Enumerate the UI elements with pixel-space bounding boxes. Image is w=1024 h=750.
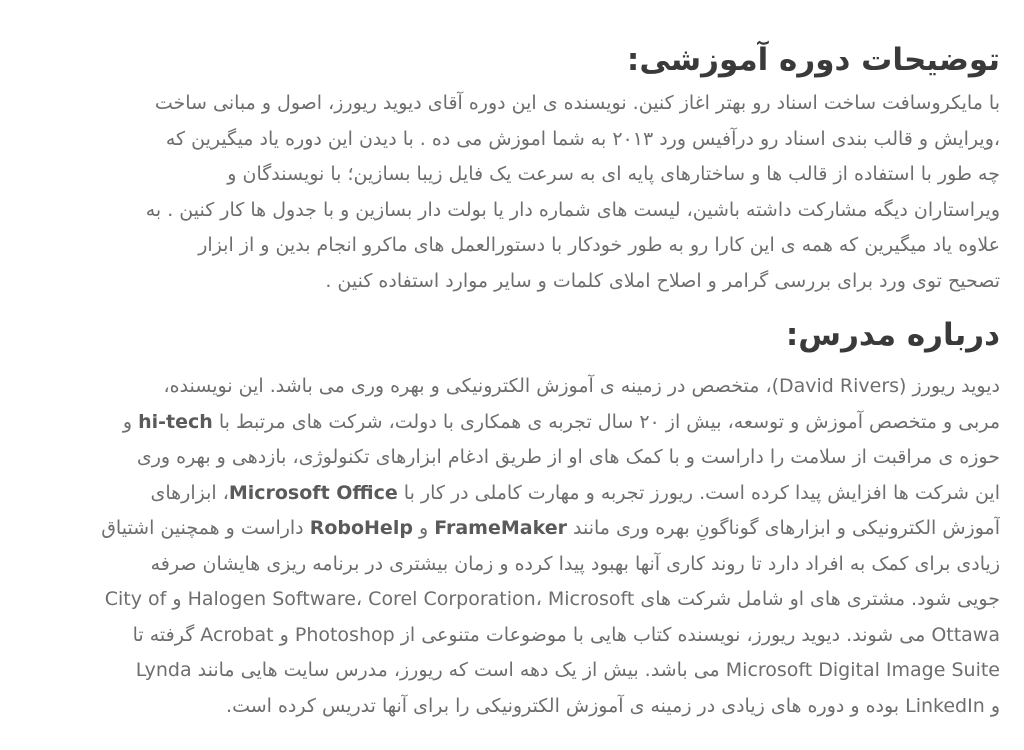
book-topic-acrobat: Acrobat [200, 623, 274, 646]
instructor-name-en: David Rivers [779, 375, 900, 397]
text-segment: می شوند. دیوید ریورز، نویسنده کتاب هایی با موضوعات متنوعی از [394, 623, 932, 646]
about-instructor-paragraph [24, 369, 1000, 724]
course-line-1: با مایکروسافت ساخت اسناد رو بهتر اغاز کنین. نویسنده ی این دوره آقای دیوید ریورز، اصول و مبانی ساخت [154, 92, 1000, 114]
text-segment: آموزش الکترونیکی و ابزارهای گوناگونِ بهره وری مانند [566, 517, 1000, 539]
keyword-hi-tech: hi-tech [138, 410, 213, 433]
text-segment: و [984, 694, 1000, 717]
course-line-4: ویراستاران دیگه مشارکت داشته باشین، لیست های شماره دار یا بولت دار بسازین و با جدول ها کار کنین . به [145, 198, 1000, 221]
course-line-5: علاوه یاد میگیرین که همه ی این کارا رو به طور خودکار با دستورالعمل های ماکرو انجام بدین و از ابزار [198, 234, 1000, 256]
about-instructor-heading: درباره مدرس: [785, 317, 1000, 353]
keyword-microsoft-office: Microsoft Office [228, 481, 398, 504]
text-segment: می باشد. بیش از یک دهه است که ریورز، مدرس سایت هایی مانند [191, 659, 726, 681]
instructor-line-1 [24, 369, 1000, 405]
text-segment: بوده و دوره های زیادی در زمینه ی آموزش الکترونیکی را برای آنها تدریس کرده است. [226, 694, 906, 717]
keyword-robohelp: RoboHelp [309, 517, 413, 539]
text-segment: ، ابزارهای [150, 481, 229, 504]
text-segment: و [273, 623, 295, 646]
book-topic-digital-image-suite: Microsoft Digital Image Suite [725, 659, 1000, 681]
course-line-2: ،ویرایش و قالب بندی اسناد رو درآفیس ورد ۲۰۱۳ به شما اموزش می ده . با دیدن این دوره یاد میگیرین که [165, 127, 1000, 150]
text-segment: و [166, 588, 188, 610]
instructor-line-10 [24, 689, 1000, 725]
instructor-line-2 [24, 405, 1000, 441]
book-topic-photoshop: Photoshop [294, 623, 395, 646]
course-description-heading: توضیحات دوره آموزشی: [626, 42, 1000, 78]
instructor-line-8 [24, 618, 1000, 654]
text-segment: جویی شود. مشتری های او شامل شرکت های [634, 588, 1000, 610]
course-line-6: تصحیح توی ورد برای بررسی گرامر و اصلاح املای کلمات و سایر موارد استفاده کنین . [325, 269, 1000, 292]
client-city-of: City of [104, 588, 167, 610]
text-segment: داراست و همچنین اشتیاق [101, 517, 310, 539]
instructor-line-5 [24, 511, 1000, 547]
text-segment: و [122, 410, 139, 433]
instructor-line-3: حوزه ی مراقبت از سلامت را داراست و با کمک های او از طریق ادغام ابزارهای تکنولوژی، بازدهی و بهره وری [136, 446, 1000, 468]
client-ottawa: Ottawa [931, 623, 1000, 646]
client-companies: Halogen Software، Corel Corporation، Microsoft [187, 588, 635, 610]
instructor-line-6: زیادی برای کمک به افراد دارد تا روند کاری آنها بهبود پیدا کرده و زمان بیشتری در برنامه ریزی هایشان صرفه [150, 552, 1000, 575]
course-description-paragraph [24, 86, 1000, 299]
text-segment: مربی و متخصص آموزش و توسعه، بیش از ۲۰ سال تجربه ی همکاری با دولت، شرکت های مرتبط با [212, 410, 1000, 433]
site-linkedin: LinkedIn [905, 694, 985, 717]
site-lynda: Lynda [135, 659, 192, 681]
text-segment: دیوید ریورز ( [899, 375, 1000, 397]
course-line-3: چه طور با استفاده از قالب ها و ساختارهای پایه ای به سرعت یک فایل زیبا بسازین؛ با نویسندگان و [227, 163, 1000, 185]
text-segment: )، متخصص در زمینه ی آموزش الکترونیکی و بهره وری می باشد. این نویسنده، [163, 375, 780, 397]
text-segment: و [412, 517, 435, 539]
instructor-line-9 [24, 653, 1000, 689]
instructor-line-7 [24, 582, 1000, 618]
keyword-framemaker: FrameMaker [434, 517, 567, 539]
text-segment: این شرکت ها افزایش پیدا کرده است. ریورز تجربه و مهارت کاملی در کار با [397, 481, 1000, 504]
instructor-line-4 [24, 476, 1000, 512]
text-segment: گرفته تا [132, 623, 201, 646]
